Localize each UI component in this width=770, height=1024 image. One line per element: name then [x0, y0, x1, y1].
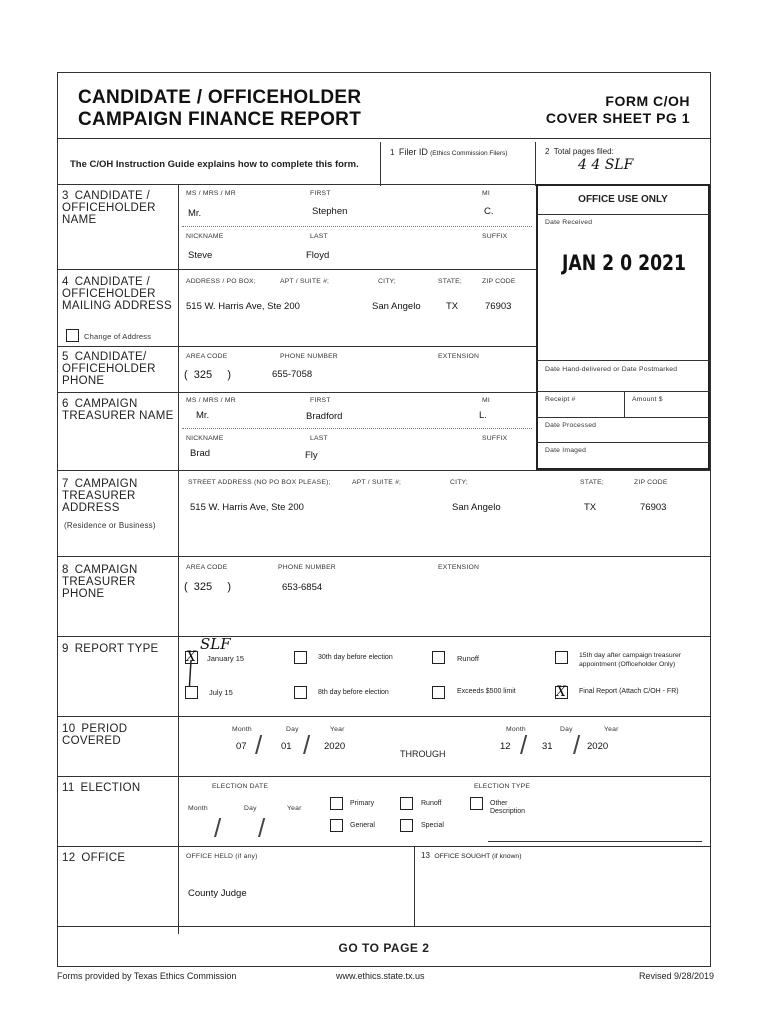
row-divider-12 [57, 926, 711, 927]
section-9-num: 9 [62, 643, 69, 655]
election-runoff-checkbox[interactable] [400, 797, 413, 810]
receipt-label: Receipt # [545, 396, 576, 403]
s3-mi-label: MI [482, 190, 490, 197]
row-divider-6 [57, 470, 711, 471]
s3-last-label: LAST [310, 233, 328, 240]
s6-dotted [182, 428, 532, 429]
date-received-label: Date Received [545, 219, 593, 226]
candidate-zip: 76903 [485, 301, 512, 312]
30th-day-checkbox[interactable] [294, 651, 307, 664]
election-runoff-label: Runoff [421, 800, 442, 807]
period-end-year: 2020 [587, 741, 609, 752]
treasurer-zip: 76903 [640, 502, 667, 513]
pages-label: Total pages filed: [553, 147, 614, 156]
go-to-page-2: GO TO PAGE 2 [338, 941, 430, 955]
section-7-label [62, 478, 174, 514]
date-processed-label: Date Processed [545, 422, 597, 429]
filer-num: 1 [390, 148, 395, 157]
s11-year-label: Year [287, 805, 302, 812]
treasurer-street: 515 W. Harris Ave, Ste 200 [190, 502, 304, 513]
section-5-title: CANDIDATE/ OFFICEHOLDER PHONE [62, 351, 156, 387]
frame-right [710, 72, 711, 967]
section-6-title: CAMPAIGN TREASURER NAME [62, 398, 174, 422]
section-12-title: OFFICE [81, 852, 126, 864]
s10-day-label-1: Day [286, 726, 299, 733]
s8-phone-label: PHONE NUMBER [278, 564, 336, 571]
s8-ext-label: EXTENSION [438, 564, 480, 571]
january-15-label: January 15 [207, 654, 245, 663]
s7-city-label: CITY; [450, 479, 468, 486]
candidate-city: San Angelo [372, 301, 421, 312]
change-of-address-label: Change of Address [84, 332, 152, 341]
frame-left [57, 72, 58, 967]
treasurer-first-name: Bradford [306, 411, 343, 422]
s13-label: OFFICE SOUGHT (if known) [434, 853, 522, 860]
candidate-mi: C. [484, 206, 494, 217]
office-use-divider-5 [536, 442, 710, 443]
cover-sheet-label: COVER SHEET PG 1 [545, 110, 690, 126]
filer-id-label [390, 147, 507, 157]
s5-area-label: AREA CODE [186, 353, 228, 360]
s3-nickname-label: NICKNAME [186, 233, 224, 240]
primary-label: Primary [350, 800, 375, 807]
final-report-check-mark: X [556, 684, 566, 700]
slash-5: / [214, 813, 222, 843]
s3-first-label: FIRST [310, 190, 331, 197]
filer-label: Filer ID [398, 147, 428, 157]
footer-provider: Forms provided by Texas Ethics Commission [57, 971, 237, 981]
section-8-title: CAMPAIGN TREASURER PHONE [62, 564, 138, 600]
s6-ms-label: MS / MRS / MR [186, 397, 236, 404]
filer-divider [380, 142, 381, 186]
s3-dotted [182, 226, 532, 227]
s7-zip-label: ZIP CODE [634, 479, 668, 486]
15th-day-checkbox[interactable] [555, 651, 568, 664]
row-divider-11 [57, 846, 711, 847]
row-divider-4 [57, 346, 537, 347]
s10-day-label-2: Day [560, 726, 573, 733]
s7-apt-label: APT / SUITE #; [352, 479, 402, 486]
slash-2: / [303, 730, 311, 760]
general-label: General [350, 822, 375, 829]
section-11-label [62, 782, 174, 794]
s6-nickname-label: NICKNAME [186, 435, 224, 442]
general-checkbox[interactable] [330, 819, 343, 832]
15th-day-label: 15th day after campaign treasurer appointment (Officeholder Only) [579, 652, 682, 668]
amount-label: Amount $ [632, 396, 663, 403]
filer-note: (Ethics Commission Filers) [430, 150, 508, 157]
july-15-checkbox[interactable] [185, 686, 198, 699]
office-use-divider-3 [536, 391, 710, 392]
candidate-nickname: Steve [188, 250, 213, 261]
s8-area-label: AREA CODE [186, 564, 228, 571]
candidate-area-code: ( 325 ) [184, 369, 232, 381]
treasurer-nickname: Brad [190, 448, 211, 459]
s7-state-label: STATE; [580, 479, 604, 486]
30th-day-label: 30th day before election [318, 654, 393, 661]
candidate-area-value: 325 [193, 369, 213, 381]
treasurer-city: San Angelo [452, 502, 501, 513]
final-report-label: Final Report (Attach C/OH - FR) [579, 688, 679, 695]
period-start-year: 2020 [324, 741, 346, 752]
section-6-num: 6 [62, 398, 69, 410]
office-use-divider-4 [536, 417, 710, 418]
8th-day-label: 8th day before election [318, 689, 389, 696]
s10-month-label-2: Month [506, 726, 526, 733]
january-15-check-mark: X [186, 649, 196, 665]
section-12-num: 12 [62, 852, 76, 864]
final-report-checkbox[interactable] [555, 686, 568, 699]
treasurer-prefix: Mr. [196, 410, 210, 421]
form-title-line1: CANDIDATE / OFFICEHOLDER [78, 87, 362, 108]
s4-zip-label: ZIP CODE [482, 278, 516, 285]
s6-last-label: LAST [310, 435, 328, 442]
s4-city-label: CITY; [378, 278, 396, 285]
candidate-phone: 655-7058 [272, 369, 313, 380]
form-code: FORM C/OH [605, 93, 690, 109]
slash-6: / [258, 813, 266, 843]
s10-year-label-1: Year [330, 726, 345, 733]
date-hand-delivered-label: Date Hand-delivered or Date Postmarked [545, 366, 678, 373]
s4-state-label: STATE; [438, 278, 462, 285]
section-12-label [62, 852, 174, 864]
date-imaged-label: Date Imaged [545, 447, 587, 454]
treasurer-area-value: 325 [193, 581, 213, 593]
row-divider-3 [57, 269, 537, 270]
s7-note: (Residence or Business) [64, 521, 156, 530]
row-divider-7 [57, 556, 711, 557]
section-11-title: ELECTION [80, 782, 141, 794]
treasurer-mi: L. [479, 410, 487, 421]
s10-year-label-2: Year [604, 726, 619, 733]
candidate-prefix: Mr. [188, 208, 202, 219]
s6-mi-label: MI [482, 397, 490, 404]
section-6-label [62, 398, 174, 422]
section-3-label [62, 190, 174, 226]
header-divider [57, 138, 711, 139]
section-9-label [62, 643, 174, 655]
s13-num: 13 [421, 851, 430, 860]
section-7-title: CAMPAIGN TREASURER ADDRESS [62, 478, 138, 514]
section-10-label [62, 723, 174, 747]
frame-bottom [57, 966, 711, 967]
s3-ms-label: MS / MRS / MR [186, 190, 236, 197]
election-date-label: ELECTION DATE [212, 783, 269, 790]
total-pages-handwritten: 4 4 SLF [578, 157, 634, 173]
s4-address-label: ADDRESS / PO BOX; [186, 278, 256, 285]
footer-revised: Revised 9/28/2019 [638, 971, 714, 981]
office-use-divider-1 [536, 214, 710, 215]
row-divider-10 [57, 776, 711, 777]
treasurer-last-name: Fly [305, 450, 318, 461]
office-held-value: County Judge [188, 888, 247, 899]
july-15-label: July 15 [209, 688, 233, 697]
period-start-day: 01 [281, 741, 292, 752]
section-4-num: 4 [62, 276, 69, 288]
section-3-num: 3 [62, 190, 69, 202]
s10-month-label-1: Month [232, 726, 252, 733]
election-type-label: ELECTION TYPE [474, 783, 531, 790]
total-pages-label [545, 147, 614, 156]
pages-divider [535, 142, 536, 186]
candidate-address: 515 W. Harris Ave, Ste 200 [186, 301, 300, 312]
row-divider-9 [57, 716, 711, 717]
frame-top [57, 72, 711, 73]
other-label: Other Description [490, 800, 526, 815]
section-8-label [62, 564, 174, 600]
candidate-first-name: Stephen [312, 206, 348, 217]
section-5-num: 5 [62, 351, 69, 363]
slash-3: / [520, 730, 528, 760]
row-divider-5 [57, 392, 537, 393]
pages-num: 2 [545, 147, 550, 156]
s4-apt-label: APT / SUITE #; [280, 278, 330, 285]
receipt-amount-divider [624, 391, 625, 417]
candidate-last-name: Floyd [306, 250, 330, 261]
section-4-label [62, 276, 174, 312]
footer-website[interactable]: www.ethics.state.tx.us [336, 971, 425, 981]
office-held-label: OFFICE HELD (if any) [186, 853, 258, 860]
period-start-month: 07 [236, 741, 247, 752]
s5-phone-label: PHONE NUMBER [280, 353, 338, 360]
instruction-text: The C/OH Instruction Guide explains how to complete this form. [70, 159, 359, 170]
section-11-num: 11 [62, 782, 75, 794]
row-divider-1 [57, 184, 547, 185]
section-10-num: 10 [62, 723, 76, 735]
runoff-report-label: Runoff [457, 654, 479, 663]
exceeds-limit-label: Exceeds $500 limit [457, 688, 516, 695]
section-3-title: CANDIDATE / OFFICEHOLDER NAME [62, 190, 156, 226]
section-10-title: PERIOD COVERED [62, 723, 128, 747]
through-label: THROUGH [400, 749, 446, 759]
slash-1: / [255, 730, 263, 760]
exceeds-limit-checkbox[interactable] [432, 686, 445, 699]
office-use-title: OFFICE USE ONLY [578, 194, 668, 205]
label-column-divider [178, 184, 179, 934]
office-sought-label [421, 851, 521, 860]
section-9-title: REPORT TYPE [74, 643, 159, 655]
treasurer-phone: 653-6854 [282, 582, 323, 593]
received-stamp: JAN 2 0 2021 [562, 251, 687, 275]
s6-suffix-label: SUFFIX [482, 435, 508, 442]
period-end-day: 31 [542, 741, 553, 752]
treasurer-state: TX [584, 502, 597, 513]
office-divider [414, 846, 415, 926]
s5-ext-label: EXTENSION [438, 353, 480, 360]
s11-day-label: Day [244, 805, 257, 812]
change-of-address-checkbox[interactable] [66, 329, 79, 342]
candidate-state: TX [446, 301, 459, 312]
section-7-num: 7 [62, 478, 69, 490]
other-description-line [488, 841, 702, 842]
office-use-divider-2 [536, 360, 710, 361]
special-label: Special [421, 822, 444, 829]
report-type-initials: SLF [200, 635, 231, 653]
primary-checkbox[interactable] [330, 797, 343, 810]
s3-suffix-label: SUFFIX [482, 233, 508, 240]
form-title-line2: CAMPAIGN FINANCE REPORT [78, 109, 362, 130]
row-divider-8 [57, 636, 711, 637]
special-checkbox[interactable] [400, 819, 413, 832]
s6-first-label: FIRST [310, 397, 331, 404]
slash-4: / [573, 730, 581, 760]
section-4-title: CANDIDATE / OFFICEHOLDER MAILING ADDRESS [62, 276, 172, 312]
section-8-num: 8 [62, 564, 69, 576]
s11-month-label: Month [188, 805, 208, 812]
other-checkbox[interactable] [470, 797, 483, 810]
s7-street-label: STREET ADDRESS (NO PO BOX PLEASE); [188, 479, 331, 486]
runoff-report-checkbox[interactable] [432, 651, 445, 664]
period-end-month: 12 [500, 741, 511, 752]
section-5-label [62, 351, 174, 387]
8th-day-checkbox[interactable] [294, 686, 307, 699]
treasurer-area-code: ( 325 ) [184, 581, 232, 593]
